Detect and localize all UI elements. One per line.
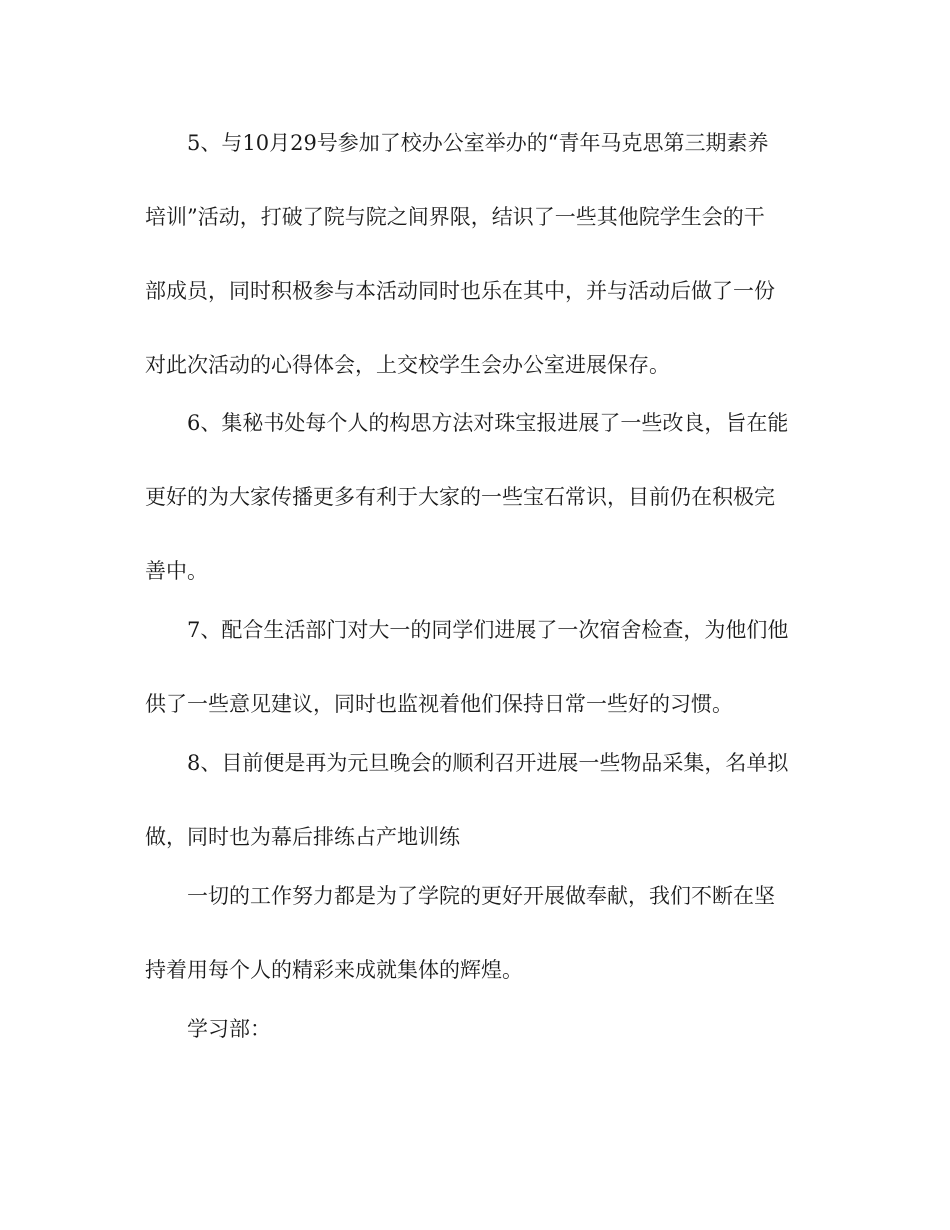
paragraph-5-line-1: 5、与10月29号参加了校办公室举办的“青年马克思第三期素养 (187, 131, 769, 155)
paragraph-7-line-2: 供了一些意见建议，同时也监视着他们保持日常一些好的习惯。 (145, 692, 733, 716)
summary-paragraph-line-1: 一切的工作努力都是为了学院的更好开展做奉献，我们不断在坚 (187, 884, 775, 908)
paragraph-8-line-1: 8、目前便是再为元旦晚会的顺利召开进展一些物品采集，名单拟 (187, 751, 789, 775)
paragraph-6-line-1: 6、集秘书处每个人的构思方法对珠宝报进展了一些改良，旨在能 (187, 411, 789, 435)
paragraph-8-line-2: 做，同时也为幕后排练占产地训练 (145, 825, 460, 849)
summary-paragraph-line-2: 持着用每个人的精彩来成就集体的辉煌。 (145, 958, 523, 982)
paragraph-5-line-3: 部成员，同时积极参与本活动同时也乐在其中，并与活动后做了一份 (145, 279, 775, 303)
paragraph-7-line-1: 7、配合生活部门对大一的同学们进展了一次宿舍检查，为他们他 (187, 618, 789, 642)
section-heading-study-dept: 学习部： (187, 1017, 271, 1041)
paragraph-5-line-2: 培训”活动，打破了院与院之间界限，结识了一些其他院学生会的干 (145, 205, 765, 229)
paragraph-6-line-2: 更好的为大家传播更多有利于大家的一些宝石常识，目前仍在积极完 (145, 485, 775, 509)
paragraph-6-line-3: 善中。 (145, 559, 208, 583)
paragraph-5-line-4: 对此次活动的心得体会，上交校学生会办公室进展保存。 (145, 353, 670, 377)
